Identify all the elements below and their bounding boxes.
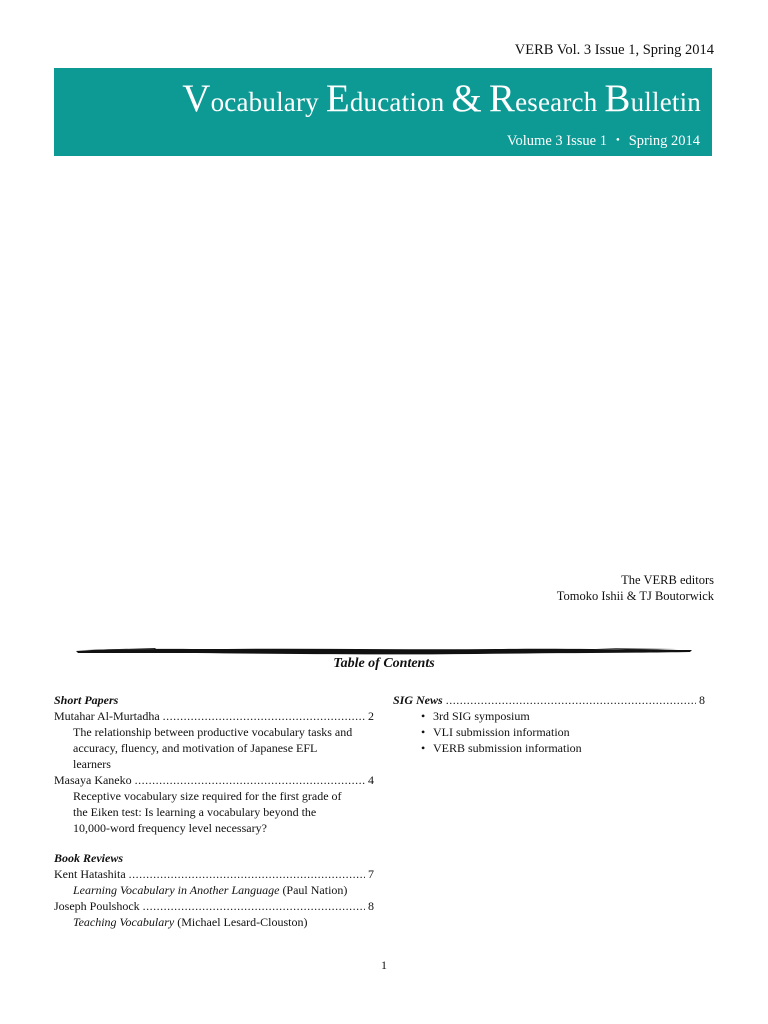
title-ampersand: & <box>451 77 482 120</box>
toc-entry[interactable] <box>54 898 374 914</box>
desc-line: learners <box>73 757 111 771</box>
sig-news-heading: SIG News <box>393 693 443 707</box>
entry-author: Kent Hatashita <box>54 867 126 881</box>
toc-entry[interactable] <box>54 866 374 882</box>
book-title: Teaching Vocabulary <box>73 915 175 929</box>
dot-leader <box>143 898 365 914</box>
issue-subtitle <box>507 129 700 150</box>
short-papers-heading: Short Papers <box>54 693 119 707</box>
page-number: 1 <box>381 958 387 972</box>
list-item: • VERB submission information <box>421 740 705 756</box>
sig-news-list <box>393 708 705 756</box>
desc-line: 10,000-word frequency level necessary? <box>73 821 267 835</box>
desc-line: the Eiken test: Is learning a vocabulary beyond the <box>73 805 317 819</box>
subtitle-separator: ・ <box>610 133 626 149</box>
entry-author: Mutahar Al-Murtadha <box>54 709 160 723</box>
editors-block <box>557 572 714 604</box>
title-word-rest: ocabulary <box>210 87 319 117</box>
entry-description <box>54 882 374 898</box>
entry-page: 8 <box>699 693 705 707</box>
title-initial-r: R <box>488 77 516 120</box>
editors-names: Tomoko Ishii & TJ Boutorwick <box>556 589 714 603</box>
toc-entry[interactable] <box>393 692 705 708</box>
desc-line: accuracy, fluency, and motivation of Japanese EFL <box>73 741 318 755</box>
dot-leader <box>129 866 365 882</box>
issue-season: Spring 2014 <box>628 133 700 149</box>
title-initial-v: V <box>182 77 211 120</box>
book-author: (Paul Nation) <box>282 883 348 897</box>
toc-title: Table of Contents <box>333 656 435 671</box>
entry-page: 2 <box>368 709 374 723</box>
entry-page: 7 <box>368 867 374 881</box>
entry-description <box>54 724 374 772</box>
dot-leader <box>163 708 365 724</box>
book-title: Learning Vocabulary in Another Language <box>73 883 280 897</box>
toc-entry[interactable] <box>54 708 374 724</box>
entry-page: 4 <box>368 773 374 787</box>
list-item: • 3rd SIG symposium <box>421 708 705 724</box>
desc-line: Receptive vocabulary size required for the first grade of <box>73 789 342 803</box>
toc-right-column <box>393 692 705 756</box>
issue-volume: Volume 3 Issue 1 <box>506 133 607 149</box>
editors-label: The VERB editors <box>621 573 714 587</box>
bulletin-title <box>182 76 701 121</box>
toc-left-column <box>54 692 374 930</box>
list-item: • VLI submission information <box>421 724 705 740</box>
title-banner <box>54 68 712 156</box>
dot-leader <box>446 692 696 708</box>
title-word-rest: esearch <box>515 87 598 117</box>
title-initial-b: B <box>604 77 631 120</box>
entry-author: Masaya Kaneko <box>54 773 132 787</box>
title-word-rest: ducation <box>349 87 445 117</box>
entry-description <box>54 788 374 836</box>
dot-leader <box>135 772 365 788</box>
running-head: VERB Vol. 3 Issue 1, Spring 2014 <box>514 42 714 58</box>
entry-page: 8 <box>368 899 374 913</box>
title-initial-e: E <box>325 77 350 120</box>
book-reviews-heading: Book Reviews <box>54 851 123 865</box>
book-author: (Michael Lesard-Clouston) <box>177 915 308 929</box>
entry-author: Joseph Poulshock <box>54 899 140 913</box>
toc-entry[interactable] <box>54 772 374 788</box>
desc-line: The relationship between productive vocabulary tasks and <box>73 725 353 739</box>
entry-description <box>54 914 374 930</box>
title-word-rest: ulletin <box>630 87 701 117</box>
